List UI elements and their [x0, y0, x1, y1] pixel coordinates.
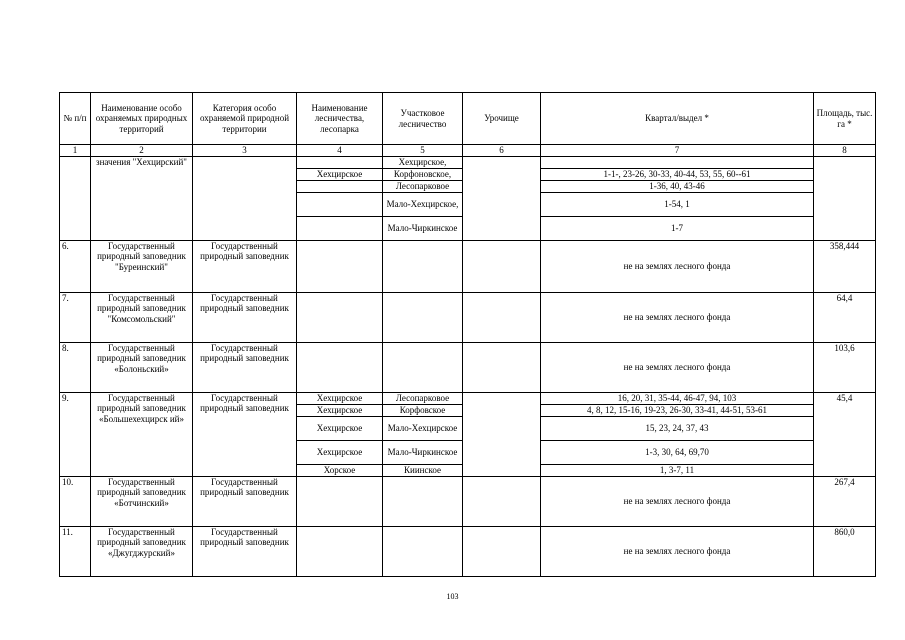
quarter-cell [541, 157, 814, 169]
column-number: 1 [60, 145, 91, 157]
quarter-cell: 15, 23, 24, 37, 43 [541, 417, 814, 441]
area-name-cell: Государственный природный заповедник «Болоньский» [91, 343, 193, 393]
column-number: 7 [541, 145, 814, 157]
column-number: 3 [193, 145, 297, 157]
area-value-cell: 45,4 [814, 393, 876, 477]
header-cell: Категория особо охраняемой природной территории [193, 93, 297, 145]
tract-cell [463, 393, 541, 477]
row-number-cell: 9. [60, 393, 91, 477]
category-cell: Государственный природный заповедник [193, 477, 297, 527]
header-cell: Урочище [463, 93, 541, 145]
row-number-cell: 8. [60, 343, 91, 393]
district-cell: Хехцирское, [383, 157, 463, 169]
forestry-cell: Хехцирское [297, 405, 383, 417]
forestry-cell: Хехцирское [297, 169, 383, 181]
district-cell: Мало-Чиркинское [383, 217, 463, 241]
forestry-cell: Хорское [297, 465, 383, 477]
quarter-cell: не на землях лесного фонда [541, 293, 814, 343]
forestry-cell [297, 241, 383, 293]
column-number: 5 [383, 145, 463, 157]
category-cell: Государственный природный заповедник [193, 393, 297, 477]
column-number: 8 [814, 145, 876, 157]
protected-areas-table [59, 92, 876, 577]
forestry-cell [297, 477, 383, 527]
page-number: 103 [446, 592, 459, 601]
header-row [60, 93, 876, 145]
forestry-cell [297, 193, 383, 217]
district-cell: Корфоновское, [383, 169, 463, 181]
quarter-cell: 1, 3-7, 11 [541, 465, 814, 477]
quarter-cell: не на землях лесного фонда [541, 477, 814, 527]
row-number-cell: 11. [60, 527, 91, 577]
quarter-cell: 4, 8, 12, 15-16, 19-23, 26-30, 33-41, 44-51, 53-61 [541, 405, 814, 417]
district-cell [383, 343, 463, 393]
column-number: 6 [463, 145, 541, 157]
district-cell [383, 527, 463, 577]
category-cell: Государственный природный заповедник [193, 241, 297, 293]
area-name-cell: значения "Хехцирский" [91, 157, 193, 241]
forestry-cell [297, 217, 383, 241]
category-cell: Государственный природный заповедник [193, 293, 297, 343]
quarter-cell: 1-54, 1 [541, 193, 814, 217]
forestry-cell [297, 527, 383, 577]
forestry-cell [297, 343, 383, 393]
area-value-cell: 267,4 [814, 477, 876, 527]
forestry-cell [297, 157, 383, 169]
table-row [60, 241, 876, 293]
quarter-cell: 1-7 [541, 217, 814, 241]
tract-cell [463, 343, 541, 393]
row-number-cell [60, 157, 91, 241]
table-row [60, 157, 876, 169]
area-value-cell: 64,4 [814, 293, 876, 343]
table-row [60, 343, 876, 393]
header-cell: Участковое лесничество [383, 93, 463, 145]
header-cell: Наименование особо охраняемых природных территорий [91, 93, 193, 145]
tract-cell [463, 477, 541, 527]
district-cell: Лесопарковое [383, 181, 463, 193]
category-cell: Государственный природный заповедник [193, 343, 297, 393]
district-cell: Мало-Чиркинское [383, 441, 463, 465]
column-number: 4 [297, 145, 383, 157]
area-value-cell [814, 157, 876, 241]
area-name-cell: Государственный природный заповедник "Буреинский" [91, 241, 193, 293]
area-name-cell: Государственный природный заповедник "Комсомольский" [91, 293, 193, 343]
tract-cell [463, 157, 541, 241]
forestry-cell: Хехцирское [297, 393, 383, 405]
category-cell: Государственный природный заповедник [193, 527, 297, 577]
quarter-cell: 1-1-, 23-26, 30-33, 40-44, 53, 55, 60--61 [541, 169, 814, 181]
district-cell: Мало-Хехцирское, [383, 193, 463, 217]
column-number-row [60, 145, 876, 157]
tract-cell [463, 241, 541, 293]
district-cell [383, 477, 463, 527]
quarter-cell: 1-3, 30, 64, 69,70 [541, 441, 814, 465]
header-cell: Наименование лесничества, лесопарка [297, 93, 383, 145]
district-cell [383, 293, 463, 343]
quarter-cell: не на землях лесного фонда [541, 343, 814, 393]
forestry-cell: Хехцирское [297, 441, 383, 465]
row-number-cell: 10. [60, 477, 91, 527]
district-cell: Киинское [383, 465, 463, 477]
table-row [60, 527, 876, 577]
row-number-cell: 7. [60, 293, 91, 343]
area-value-cell: 860,0 [814, 527, 876, 577]
tract-cell [463, 293, 541, 343]
forestry-cell [297, 181, 383, 193]
area-value-cell: 103,6 [814, 343, 876, 393]
district-cell: Корфовское [383, 405, 463, 417]
district-cell: Лесопарковое [383, 393, 463, 405]
area-name-cell: Государственный природный заповедник «Большехехцирск ий» [91, 393, 193, 477]
category-cell [193, 157, 297, 241]
table-row [60, 293, 876, 343]
quarter-cell: не на землях лесного фонда [541, 241, 814, 293]
quarter-cell: 1-36, 40, 43-46 [541, 181, 814, 193]
header-cell: Площадь, тыс. га * [814, 93, 876, 145]
tract-cell [463, 527, 541, 577]
column-number: 2 [91, 145, 193, 157]
area-value-cell: 358,444 [814, 241, 876, 293]
header-cell: Квартал/выдел * [541, 93, 814, 145]
forestry-cell: Хехцирское [297, 417, 383, 441]
row-number-cell: 6. [60, 241, 91, 293]
forestry-cell [297, 293, 383, 343]
table-row [60, 477, 876, 527]
quarter-cell: 16, 20, 31, 35-44, 46-47, 94, 103 [541, 393, 814, 405]
header-cell: № п/п [60, 93, 91, 145]
district-cell: Мало-Хехцирское [383, 417, 463, 441]
quarter-cell: не на землях лесного фонда [541, 527, 814, 577]
table-row [60, 393, 876, 405]
area-name-cell: Государственный природный заповедник «Джугджурский» [91, 527, 193, 577]
district-cell [383, 241, 463, 293]
area-name-cell: Государственный природный заповедник «Ботчинский» [91, 477, 193, 527]
